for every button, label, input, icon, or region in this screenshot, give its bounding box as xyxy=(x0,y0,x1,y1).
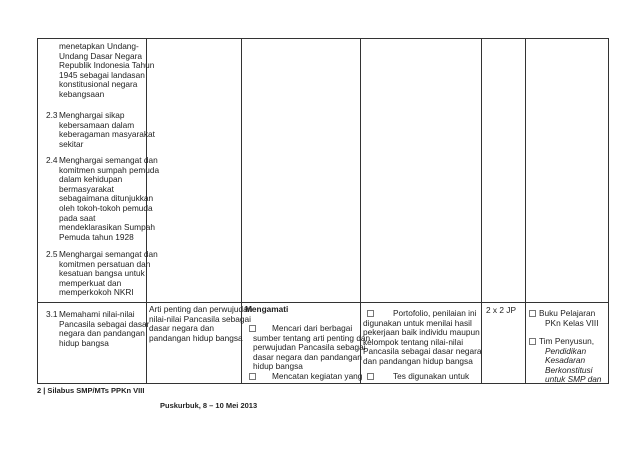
activity-heading: Mengamati xyxy=(245,304,289,314)
competency-2-5-text: Menghargai semangat dan komitmen persatuan dan kesatuan bangsa untuk memperkuat dan memperkokoh NKRI xyxy=(59,249,158,298)
page-footer-date: Puskurbuk, 8 – 10 Mei 2013 xyxy=(160,401,258,410)
time-allocation: 2 x 2 JP xyxy=(486,305,516,315)
missing-glyph-icon xyxy=(529,338,536,345)
page-footer-info: 2 | Silabus SMP/MTs PPKn VIII xyxy=(37,386,145,395)
missing-glyph-icon xyxy=(367,373,374,380)
competency-2-5-number: 2.5 xyxy=(46,249,58,259)
competency-3-1-number: 3.1 xyxy=(46,309,58,319)
competency-2-3-number: 2.3 xyxy=(46,110,58,120)
missing-glyph-icon xyxy=(529,310,536,317)
activity-bullet-1: Mencari dari berbagai sumber tentang arti penting dan perwujudan Pancasila sebagai dasar negara dan pandangan hidup bangsa xyxy=(253,323,371,372)
assessment-bullet-1: Portofolio, penilaian ini digunakan untuk menilai hasil pekerjaan baik individu maupun kelompok tentang nilai-nilai Pancasila sebagai dasar negara dan pandangan hidup bangsa xyxy=(363,308,482,366)
column-divider xyxy=(525,38,526,384)
syllabus-table xyxy=(37,38,609,384)
table-border-left xyxy=(37,38,38,384)
row-divider xyxy=(37,302,609,303)
competency-2-4-number: 2.4 xyxy=(46,155,58,165)
missing-glyph-icon xyxy=(249,373,256,380)
assessment-bullet-2: Tes digunakan untuk xyxy=(393,371,470,381)
competency-2-2-text: menetapkan Undang- Undang Dasar Negara Republik Indonesia Tahun 1945 sebagai landasan konstitusional negara kebangsaan xyxy=(59,41,155,99)
activity-bullet-2: Mencatan kegiatan yang xyxy=(272,371,363,381)
table-border-right xyxy=(608,38,609,384)
material-text: Arti penting dan perwujudan nilai-nilai Pancasila sebagai dasar negara dan pandangan hidup bangsa xyxy=(149,304,253,343)
table-border-bottom xyxy=(37,383,609,384)
table-border-top xyxy=(37,38,609,39)
competency-2-3-text: Menghargai sikap kebersamaan dalam keberagaman masyarakat sekitar xyxy=(59,110,155,149)
competency-2-4-text: Menghargai semangat dan komitmen sumpah pemuda dalam kehidupan bermasyarakat sebagaimana ditunjukkan oleh tokoh-tokoh pemuda pada saat mendeklarasikan Sumpah Pemuda tahun 1928 xyxy=(59,155,160,242)
source-1: Buku Pelajaran PKn Kelas VIII xyxy=(539,308,599,328)
competency-3-1-text: Memahami nilai-nilai Pancasila sebagai dasar negara dan pandangan hidup bangsa xyxy=(59,309,150,348)
source-2: Tim Penyusun, Pendidikan Kesadaran Berkonstitusi untuk SMP dan xyxy=(539,336,602,385)
